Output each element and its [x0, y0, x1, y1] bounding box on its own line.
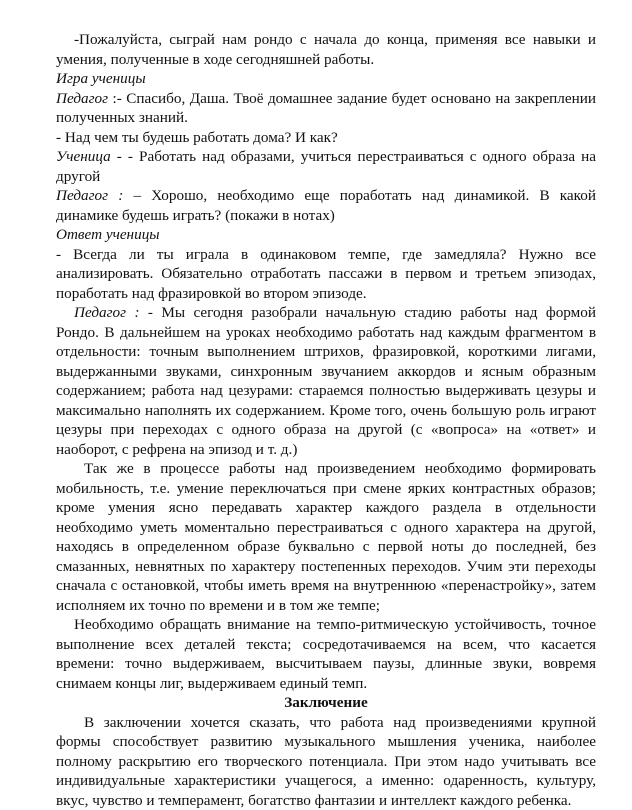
paragraph-text: – Хорошо, необходимо еще поработать над динамикой. В какой динамике будешь играть? (покажи в нотах): [56, 187, 596, 224]
question-paragraph: - Над чем ты будешь работать дома? И как?: [56, 128, 596, 148]
student-answer-paragraph: [56, 147, 596, 186]
tempo-question-paragraph: - Всегда ли ты играла в одинаковом темпе, где замедляла? Нужно все анализировать. Обязательно отработать пассажи в первом и третьем эпизодах, поработать над фразировкой во втором эпизоде.: [56, 245, 596, 304]
paragraph-text: :- Спасибо, Даша. Твоё домашнее задание будет основано на закреплении полученных знаний.: [56, 90, 596, 127]
student-plays-note: Игра ученицы: [56, 69, 596, 89]
teacher-homework-paragraph: [56, 89, 596, 128]
paragraph-text: - - Работать над образами, учиться перестраиваться с одного образа на другой: [56, 148, 596, 185]
tempo-rhythm-paragraph: Необходимо обращать внимание на темпо-ритмическую устойчивость, точное выполнение всех деталей текста; сосредотачиваемся на всем, что касается времени: точно выдерживаем, высчитываем паузы, длинные звуки, вовремя снимаем концы лиг, выдерживаем единый темп.: [56, 615, 596, 693]
conclusion-paragraph: В заключении хочется сказать, что работа над произведениями крупной формы способствует развитию музыкального мышления ученика, наиболее полному раскрытию его творческого потенциала. При этом надо учитывать все индивидуальные характеристики учащегося, а именно: одаренность, культуру, вкус, чувство и темперамент, богатство фантазии и интеллект каждого ребенка.: [56, 713, 596, 810]
paragraph-text: - Мы сегодня разобрали начальную стадию работы над формой Рондо. В дальнейшем на уроках необходимо работать над каждым фрагментом в отдельности: точным выполнением штрихов, фразировкой, короткими лигами, выдержанными звуками, синхронным звучанием аккордов и ясным образным содержанием; работа над цезурами: стараемся полностью выдерживать цезуры и максимально наполнять их содержанием. Кроме того, очень большую роль играют цезуры при переходах с одного образа на другой (с «вопроса» на «ответ» и наоборот, с рефрена на эпизод и т. д.): [56, 304, 596, 458]
section-heading: Заключение: [56, 693, 596, 713]
speaker-label: Педагог :: [56, 187, 123, 204]
speaker-label: Ученица: [56, 148, 111, 165]
teacher-summary-paragraph: [56, 303, 596, 459]
mobility-paragraph: Так же в процессе работы над произведением необходимо формировать мобильность, т.е. умение переключаться при смене ярких контрастных образов; кроме умения ясно передавать характер каждого раздела в отдельности необходимо уметь моментально перестраиваться с одного характера на другой, находясь в определенном образе буквально с первой ноты до последней, без смазанных, невнятных по характеру постепенных переходов. Учим эти переходы сначала с остановкой, чтобы иметь время на внутреннюю «перенастройку», затем исполняем их точно по времени и в том же темпе;: [56, 459, 596, 615]
student-reply-note: Ответ ученицы: [56, 225, 596, 245]
speaker-label: Педагог: [56, 90, 108, 107]
teacher-request-paragraph: -Пожалуйста, сыграй нам рондо с начала до конца, применяя все навыки и умения, полученные в ходе сегодняшней работы.: [56, 30, 596, 69]
teacher-dynamics-paragraph: [56, 186, 596, 225]
speaker-label: Педагог :: [74, 304, 140, 321]
